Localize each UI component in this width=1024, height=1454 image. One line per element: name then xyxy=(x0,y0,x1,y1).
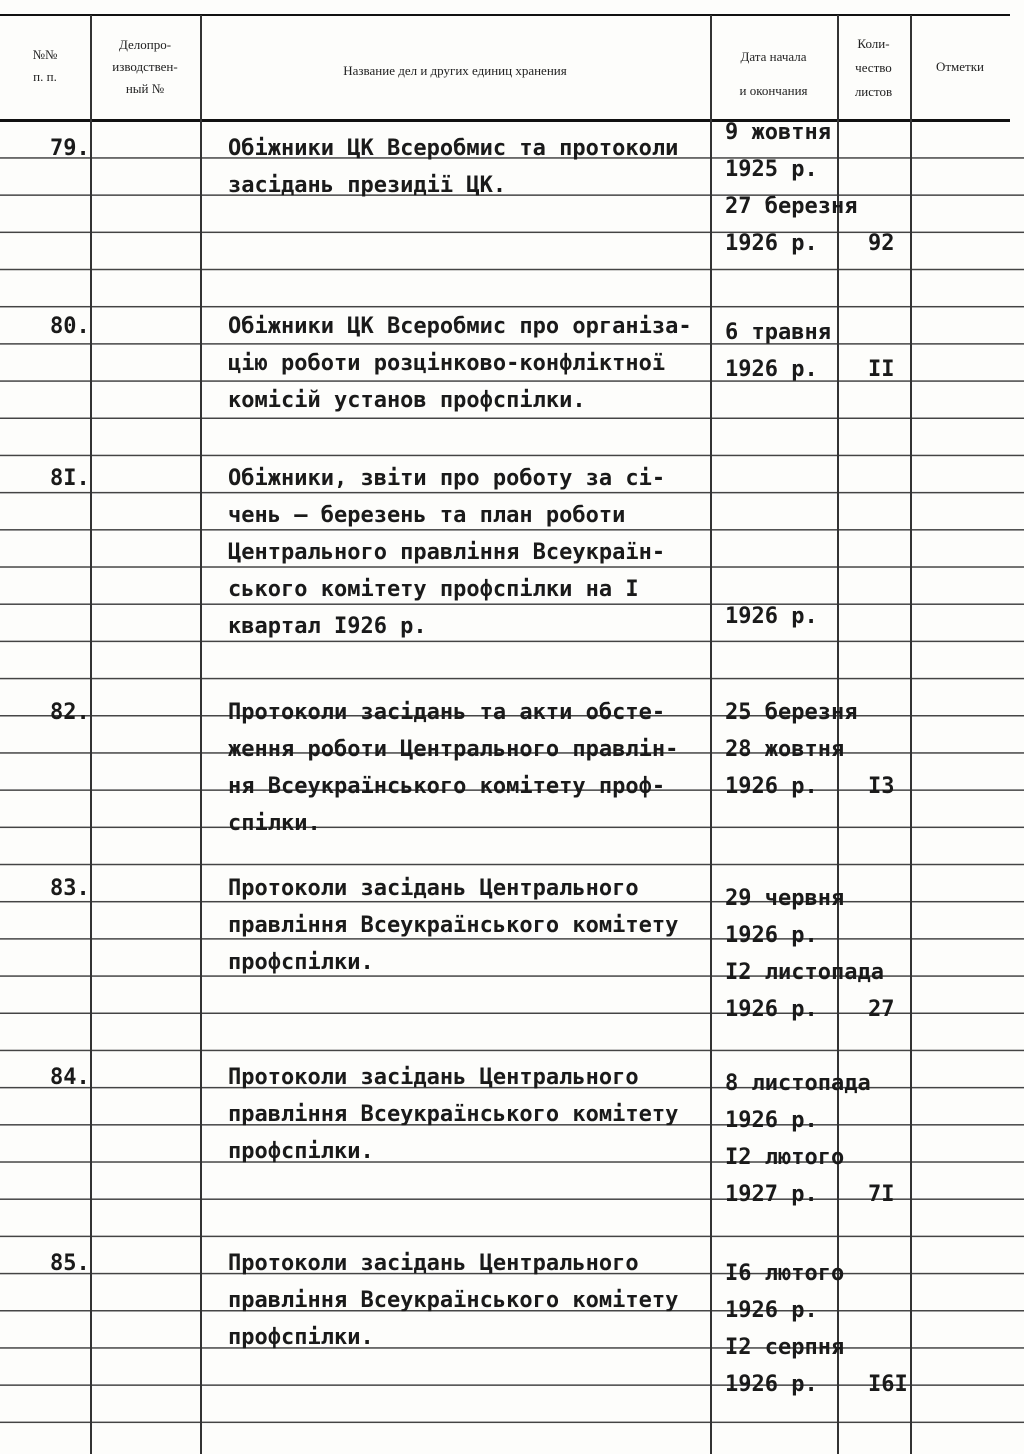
entry-number: 85. xyxy=(50,1251,90,1276)
date-line xyxy=(725,450,905,487)
date-line: 28 жовтня xyxy=(725,737,845,762)
header-text: Коли- xyxy=(857,36,890,51)
date-line: I6 лютого xyxy=(725,1261,845,1286)
entry-number: 82. xyxy=(50,700,90,725)
date-line xyxy=(725,524,905,561)
sheet-count: 27 xyxy=(868,997,895,1022)
sheet-count: II xyxy=(868,357,895,382)
entry-title xyxy=(228,1059,718,1170)
entry-number: 79. xyxy=(50,136,90,161)
header-notes: Отметки xyxy=(935,59,985,74)
title-line: спілки. xyxy=(228,811,321,836)
header-text: изводствен- xyxy=(112,59,178,74)
date-line: 1926 р. xyxy=(725,357,818,382)
header-office-num xyxy=(90,34,200,100)
entry-number: 83. xyxy=(50,876,90,901)
title-line: Протоколи засідань Центрального xyxy=(228,1251,639,1276)
date-line: 29 червня xyxy=(725,886,845,911)
header-text: и окончания xyxy=(739,83,808,98)
entry-title xyxy=(228,1245,718,1356)
date-line: 27 березня xyxy=(725,194,858,219)
date-line: 1926 р. xyxy=(725,923,818,948)
entry-number: 8I. xyxy=(50,466,90,491)
title-line: правління Всеукраїнського комітету xyxy=(228,913,679,938)
header-text: п. п. xyxy=(33,69,57,84)
date-line: 1926 р. xyxy=(725,1372,818,1397)
entry-title xyxy=(228,308,718,419)
entry-dates xyxy=(725,450,905,635)
title-line: правління Всеукраїнського комітету xyxy=(228,1102,679,1127)
entry-title xyxy=(228,694,718,842)
title-line: квартал I926 р. xyxy=(228,614,427,639)
date-line: 9 жовтня xyxy=(725,120,831,145)
sheet-count: I6I xyxy=(868,1372,908,1397)
date-line: 1926 р. xyxy=(725,1108,818,1133)
date-line: 1926 р. xyxy=(725,997,818,1022)
column-divider xyxy=(90,15,92,1454)
header-text: листов xyxy=(854,84,893,99)
date-line: 1925 р. xyxy=(725,157,818,182)
header-text: №№ xyxy=(32,47,58,62)
date-line: 8 листопада xyxy=(725,1071,871,1096)
date-line: 1926 р. xyxy=(725,231,818,256)
top-rule xyxy=(0,14,1010,16)
title-line: профспілки. xyxy=(228,1139,374,1164)
title-line: ського комітету профспілки на I xyxy=(228,577,639,602)
title-line: чень – березень та план роботи xyxy=(228,503,626,528)
title-line: профспілки. xyxy=(228,950,374,975)
sheet-count: 7I xyxy=(868,1182,895,1207)
entry-number: 80. xyxy=(50,314,90,339)
header-text: Делопро- xyxy=(118,37,172,52)
title-line: ження роботи Центрального правлін- xyxy=(228,737,679,762)
title-line: Протоколи засідань Центрального xyxy=(228,1065,639,1090)
header-count xyxy=(837,32,910,104)
date-line: I2 лютого xyxy=(725,1145,845,1170)
header-title: Название дел и других единиц хранения xyxy=(343,63,567,78)
date-line: 25 березня xyxy=(725,700,858,725)
date-line: 1926 р. xyxy=(725,1298,818,1323)
header-text: Дата начала xyxy=(740,49,807,64)
title-line: Центрального правління Всеукраїн- xyxy=(228,540,666,565)
entry-title xyxy=(228,460,718,645)
title-line: цію роботи розцінково-конфліктної xyxy=(228,351,666,376)
date-line xyxy=(725,487,905,524)
column-divider xyxy=(910,15,912,1454)
header-num xyxy=(0,38,90,82)
title-line: ня Всеукраїнського комітету проф- xyxy=(228,774,666,799)
date-line: I2 листопада xyxy=(725,960,884,985)
title-line: Протоколи засідань та акти обсте- xyxy=(228,700,666,725)
header-text: чество xyxy=(855,60,892,75)
title-line: профспілки. xyxy=(228,1325,374,1350)
date-line: 1926 р. xyxy=(725,774,818,799)
sheet-count: I3 xyxy=(868,774,895,799)
title-line: комісій установ профспілки. xyxy=(228,388,586,413)
title-line: Обіжники, звіти про роботу за сі- xyxy=(228,466,666,491)
header-text: ный № xyxy=(125,81,165,96)
date-line xyxy=(725,561,905,598)
sheet-count: 92 xyxy=(868,231,895,256)
entry-title xyxy=(228,870,718,981)
date-line: I2 серпня xyxy=(725,1335,845,1360)
title-line: Протоколи засідань Центрального xyxy=(228,876,639,901)
entry-title xyxy=(228,130,718,204)
entry-number: 84. xyxy=(50,1065,90,1090)
title-line: правління Всеукраїнського комітету xyxy=(228,1288,679,1313)
column-divider xyxy=(200,15,202,1454)
title-line: засідань президії ЦК. xyxy=(228,173,507,198)
title-line: Обіжники ЦК Всеробмис та протоколи xyxy=(228,136,679,161)
date-line: 1927 р. xyxy=(725,1182,818,1207)
title-line: Обіжники ЦК Всеробмис про організа- xyxy=(228,314,692,339)
date-line: 6 травня xyxy=(725,320,831,345)
header-dates xyxy=(710,40,837,108)
date-line: 1926 р. xyxy=(725,604,818,629)
